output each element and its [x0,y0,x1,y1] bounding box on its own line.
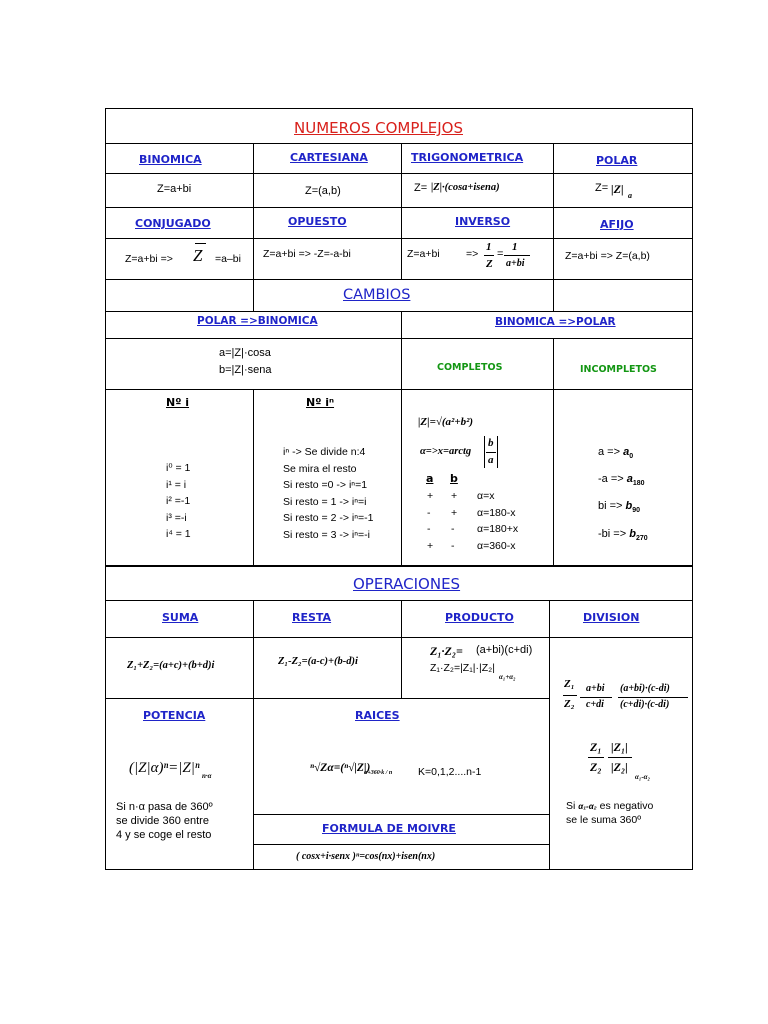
producto-line2-sub: α₁+α₂ [499,673,516,681]
division-note2: se le suma 360º [566,814,642,826]
ni-line: i¹ = i [166,478,187,491]
producto-line1-formula: Z₁·Z₂= [430,644,463,658]
completos-frac-den: a [488,454,494,466]
completos-frac-bar [486,452,496,453]
cambios-title: CAMBIOS [343,287,411,303]
division-bar4 [588,757,604,758]
completos-abs-left [484,436,485,468]
incompletos-row: $a => a_0$ [598,446,634,461]
completos-row: - + α=180-x [427,506,516,519]
cartesiana-formula: Z=(a,b) [305,185,341,197]
division-num1: Z₁ [564,678,575,690]
afijo-label: AFIJO [600,218,634,231]
conjugado-bar [195,243,206,244]
inverso-num2: 1 [512,241,518,253]
incompletos-row: bi => $b_{90}$ [598,500,641,515]
producto-label: PRODUCTO [445,611,514,624]
ni-list [166,460,191,543]
completos-row: + + α=x [427,490,495,502]
ni-label: Nº i [166,396,190,409]
division-num5: |Z₁| [611,740,628,754]
incompletos-row: $-bi => b_{270}$ [598,527,648,542]
polar-binomica-label: POLAR =>BINOMICA [197,315,318,327]
ni-line: i⁴ = 1 [166,528,191,540]
completos-abs-right [497,436,498,468]
completos-mod: |Z|=√(a²+b²) [418,416,474,428]
nin-label: Nº iⁿ [306,396,335,409]
binomica-polar-label: BINOMICA =>POLAR [495,316,616,328]
nin-line: iⁿ -> Se divide n:4 [283,446,366,458]
moivre-formula: ( cosx+i·senx )ⁿ=cos(nx)+isen(nx) [296,851,436,862]
opuesto-formula: Z=a+bi => -Z=-a-bi [263,248,351,260]
suma-formula: Z₁+Z₂=(a+c)+(b+d)i [127,660,215,671]
division-den3: (c+di)·(c-di) [620,699,670,710]
binomica-label: BINOMICA [139,153,202,166]
division-num4: Z₁ [590,740,602,754]
completos-label: COMPLETOS [437,362,503,373]
division-bar3 [618,697,688,698]
inverso-den1: Z [486,258,493,270]
inverso-num1: 1 [486,241,492,253]
raices-label: RAICES [355,709,400,722]
division-bar1 [563,695,577,696]
ni-line: i⁰ = 1 [166,462,191,474]
polar-label: POLAR [596,154,638,167]
division-label: DIVISION [583,611,640,624]
nin-line: Si resto = 2 -> iⁿ=-1 [283,512,374,524]
raices-k: K=0,1,2....n-1 [418,766,482,778]
incompletos-label: INCOMPLETOS [580,364,657,375]
binomica-formula: Z=a+bi [157,183,192,195]
inverso-bar1 [484,255,494,256]
completos-arg: α=>x=arctg [420,446,472,457]
division-den4: Z₂ [590,760,602,774]
resta-formula: Z₁-Z₂=(a-c)+(b-d)i [278,656,358,667]
nin-list [283,444,374,543]
inverso-den2: a+bi [506,258,525,269]
completos-row: - - α=180+x [427,523,519,535]
producto-line1-expansion: (a+bi)(c+di) [476,644,533,656]
raices-formula: ⁿ√Zα=(ⁿ√|Z|) [310,762,371,774]
cartesiana-label: CARTESIANA [290,151,368,164]
ni-line: i² =-1 [166,495,191,507]
page-title: NUMEROS COMPLEJOS [294,119,463,137]
completos-head-b: b [450,472,458,485]
completos-head-a: a [426,472,434,485]
inverso-arrow: => [466,248,479,260]
incompletos-row: $-a => a_{180}$ [598,473,645,488]
operaciones-title: OPERACIONES [353,575,461,593]
producto-line2: Z₁·Z₂=|Z₁|·|Z₂| [430,662,495,674]
completos-rows [427,488,518,554]
opuesto-label: OPUESTO [288,215,347,228]
potencia-note: Si n·α pasa de 360º se divide 360 entre 4 y se coge el resto [116,801,213,841]
conjugado-rhs: =a–bi [215,253,241,265]
potencia-sub: n·α [202,772,212,780]
polar-formula: |Z| [611,182,624,196]
potencia-formula: (|Z|α)ⁿ=|Z|ⁿ [129,760,200,776]
division-den2: c+di [586,699,604,710]
nin-line: Si resto =0 -> iⁿ=1 [283,479,368,491]
nin-line: Si resto = 1 -> iⁿ=i [283,495,367,508]
trigonometrica-label: TRIGONOMETRICA [411,151,524,164]
division-sub5: α₁-α₂ [635,773,650,781]
polar-subscript: a [628,191,632,200]
division-bar2 [580,697,612,698]
inverso-lhs: Z=a+bi [407,248,440,260]
suma-label: SUMA [162,611,199,624]
completos-frac-num: b [488,437,494,449]
nin-line: Se mira el resto [283,462,357,475]
potencia-label: POTENCIA [143,709,206,722]
conjugado-label: CONJUGADO [135,217,211,230]
division-den1: Z₂ [564,698,575,710]
moivre-label: FORMULA DE MOIVRE [322,822,456,835]
nin-line: Si resto = 3 -> iⁿ=-i [283,528,370,541]
inverso-bar2 [504,255,530,256]
division-den5: |Z₂| [611,760,628,774]
conjugado-lhs: Z=a+bi => [125,253,173,265]
ni-line: i³ =-i [166,511,187,524]
afijo-formula: Z=a+bi => Z=(a,b) [565,250,650,262]
polar-binomica-line2: b=|Z|·sena [219,364,272,376]
conjugado-z: Z [193,246,203,265]
inverso-label: INVERSO [455,215,511,228]
raices-sub: α+360·k / n [364,770,393,776]
completos-row: + - α=360-x [427,539,516,552]
polar-binomica-line1: a=|Z|·cosa [219,347,271,359]
trigonometrica-prefix: Z= [414,182,428,194]
division-num3: (a+bi)·(c-di) [620,683,670,694]
trigonometrica-formula: |Z|·(cosa+isena) [431,182,500,193]
division-note: Si α₁-α₂ es negativo [566,800,654,812]
inverso-eq: = [497,248,504,260]
incompletos-rows [598,441,648,550]
resta-label: RESTA [292,611,332,624]
division-bar5 [608,757,632,758]
division-num2: a+bi [586,683,605,694]
polar-prefix: Z= [595,182,609,194]
